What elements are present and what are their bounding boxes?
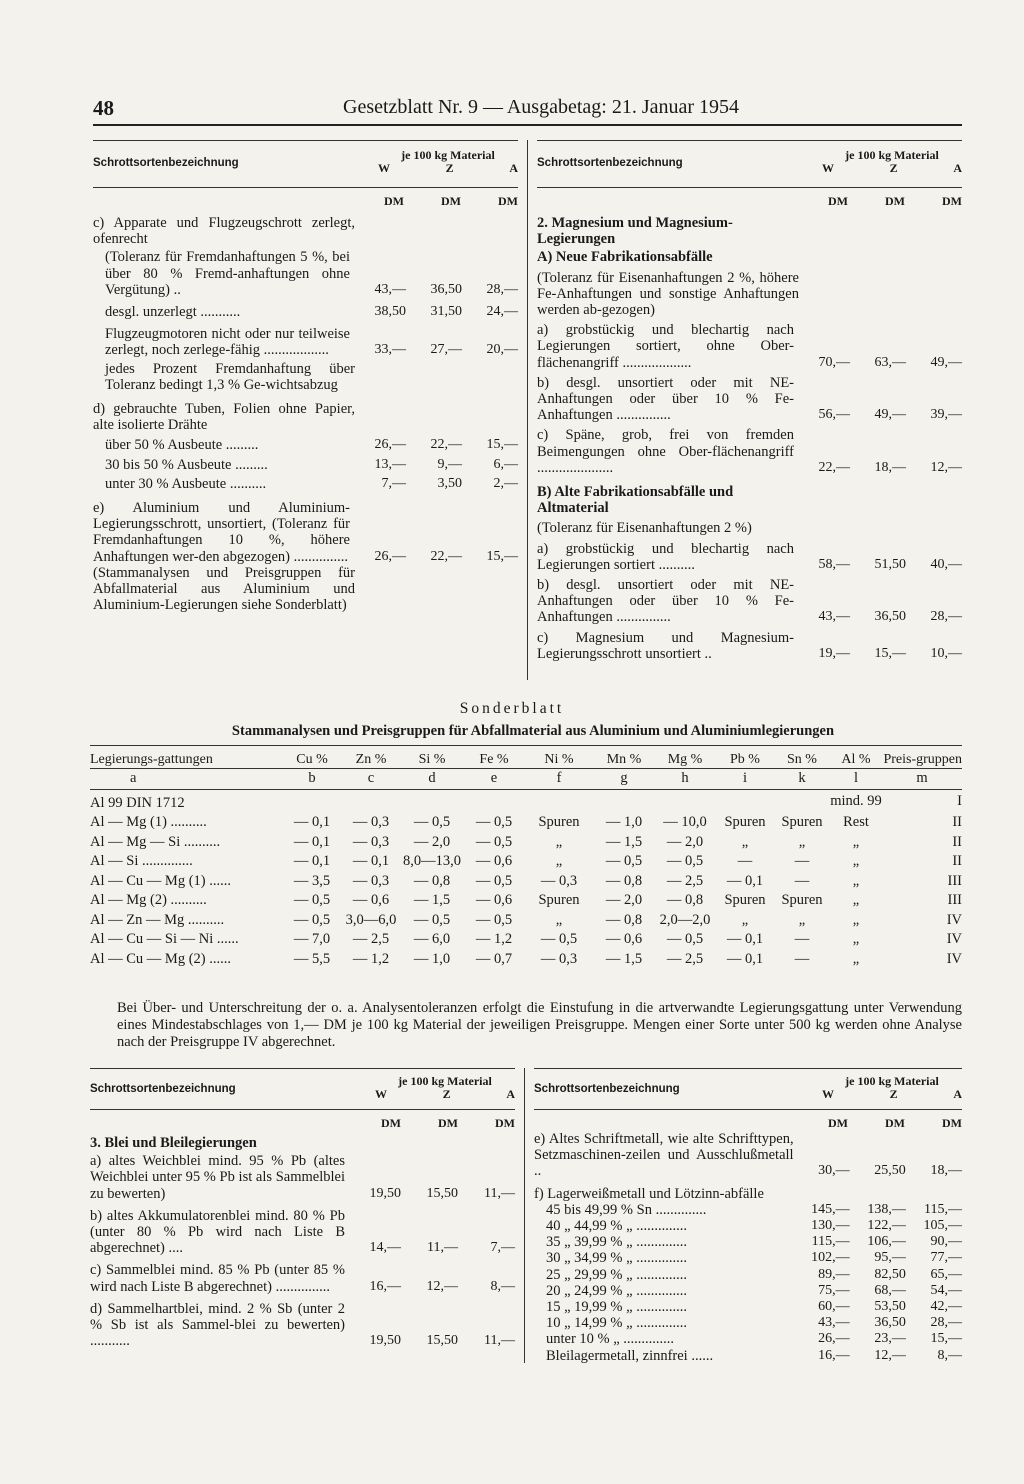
table-cell: — 0,5: [605, 853, 643, 869]
price-value: 42,—: [930, 1299, 962, 1315]
price-value: 115,—: [811, 1234, 850, 1250]
table-cell: Spuren: [781, 814, 823, 830]
prices-mg-b1: 58,— 51,50 40,—: [818, 556, 962, 572]
lager-grade-label: 25 „ 29,99 % „ ..............: [546, 1266, 687, 1283]
mg-b3: c) Magnesium und Magnesium-Legierungsschrott unsortiert ..: [537, 629, 794, 662]
prices-mg-b3: 19,— 15,— 10,—: [818, 645, 962, 661]
table-cell: Spuren: [538, 814, 580, 830]
mg-b1: a) grobstückig und blechartig nach Legierungen sortiert ..........: [537, 540, 794, 573]
table-row: [90, 911, 962, 931]
lager-grade-prices: [794, 1315, 962, 1331]
table-cell: „: [852, 872, 860, 889]
table-cell: — 0,5: [413, 814, 451, 830]
price-value: 115,—: [924, 1201, 962, 1217]
prices-motor: 33,— 27,— 20,—: [374, 342, 518, 358]
prices-mg-a2: 56,— 49,— 39,—: [818, 407, 962, 423]
prices-desgl: 38,50 31,50 24,—: [374, 304, 518, 320]
lager-grade-label: 15 „ 19,99 % „ ..............: [546, 1299, 687, 1316]
col-header: Preis-gruppen: [883, 752, 962, 767]
table-cell: — 0,8: [605, 872, 643, 889]
table-cell: — 1,5: [413, 892, 451, 908]
table-cell: „: [798, 911, 806, 928]
page-number: 48: [93, 96, 114, 120]
price-value: 68,—: [874, 1282, 906, 1298]
entry-e: e) Aluminium und Aluminium-Legierungsschrott, unsortiert, (Toleranz für Fremdanhaftungen 10 %, höhere Anhaftungen wer-den abgezogen) ...............: [93, 500, 350, 565]
table-cell: Rest: [843, 814, 869, 830]
table-row: [90, 789, 962, 813]
table-cell: III: [947, 872, 962, 889]
table-cell: Al — Mg — Si ..........: [90, 833, 221, 850]
table-cell: „: [852, 931, 860, 947]
price-value: 28,—: [930, 1315, 962, 1331]
table-body: [90, 789, 962, 969]
table-cell: „: [852, 833, 860, 850]
table-cell: — 0,1: [293, 814, 331, 830]
table-cell: [594, 789, 654, 813]
col-header: Si %: [418, 752, 446, 767]
table-cell: 3,0—6,0: [345, 911, 397, 928]
lager-grade-label: unter 10 % „ ..............: [546, 1331, 675, 1348]
list-item: [534, 1267, 962, 1283]
entry-d-title: d) gebrauchte Tuben, Folien ohne Papier, alte isolierte Drähte: [93, 401, 355, 434]
running-head: Gesetzblatt Nr. 9 — Ausgabetag: 21. Januar 1954: [343, 96, 740, 118]
table-cell: — 2,0: [605, 892, 643, 908]
column-material: je 100 kg Material: [845, 1074, 939, 1088]
prices-mg-a3: 22,— 18,— 12,—: [818, 459, 962, 475]
mg-b2: b) desgl. unsortiert oder mit NE-Anhaftungen oder über 10 % Fe-Anhaftungen ...............: [537, 577, 794, 626]
column-divider-top: [527, 140, 528, 680]
col-letter: e: [490, 770, 498, 786]
table-cell: — 0,1: [352, 853, 390, 869]
table-row: [90, 950, 962, 970]
table-letter-row: [90, 769, 962, 790]
list-item: [534, 1331, 962, 1347]
table-cell: — 0,1: [726, 931, 764, 947]
table-cell: — 0,5: [293, 911, 331, 928]
table-cell: — 1,5: [605, 950, 643, 967]
table-cell: [774, 789, 830, 813]
dm-row: DM DM DM: [384, 194, 518, 208]
table-cell: — 10,0: [663, 814, 707, 830]
table-cell: „: [555, 853, 563, 869]
col-letter: i: [742, 770, 748, 786]
list-item: [534, 1299, 962, 1315]
a-tolerance: (Toleranz für Eisenanhaftungen 2 %, höhere Fe-Anhaftungen und sonstige Anhaftungen werden ab-gezogen): [537, 269, 799, 319]
table-cell: „: [852, 892, 860, 908]
table-cell: Al — Cu — Mg (2) ......: [90, 950, 231, 967]
lager-grade-prices: [794, 1218, 962, 1234]
table-cell: — 1,0: [413, 950, 451, 967]
table-cell: „: [852, 950, 860, 967]
price-value: 102,—: [811, 1250, 850, 1266]
col-z: Z: [445, 161, 454, 175]
blei-a: a) altes Weichblei mind. 95 % Pb (altes Weichblei unter 95 % Pb ist als Sammelblei zu bewerten): [90, 1153, 345, 1202]
section-b-head: B) Alte Fabrikationsabfälle und Altmaterial: [537, 484, 734, 517]
table-cell: — 0,3: [540, 950, 578, 967]
schrift-e: e) Altes Schriftmetall, wie alte Schrifttypen, Setzmaschinen-zeilen und Ausschlußmetall ..: [534, 1131, 794, 1180]
dm-row: DM DM DM: [828, 1116, 962, 1130]
table-cell: „: [555, 833, 563, 850]
table-cell: — 6,0: [413, 931, 451, 947]
prices-blei-c: 16,— 12,— 8,—: [369, 1278, 515, 1294]
table-cell: [342, 789, 400, 813]
column-material: je 100 kg Material: [401, 148, 495, 162]
price-value: 16,—: [818, 1347, 850, 1363]
price-value: 54,—: [930, 1282, 962, 1298]
table-cell: —: [794, 853, 810, 869]
list-item: [534, 1348, 962, 1364]
table-row: [90, 872, 962, 892]
table-cell: —: [794, 931, 810, 947]
col-letter: a: [130, 770, 137, 786]
table-cell: — 3,5: [293, 872, 331, 889]
table-cell: — 0,5: [413, 911, 451, 928]
price-value: 65,—: [930, 1266, 962, 1282]
bottom-right-column: Schrottsortenbezeichnung je 100 kg Material W Z A DM DM DM e) Altes Schriftmetall, wie alte Schrifttypen, Setzmaschinen-zeilen und Ausschlußmetall .. 30,— 25,50 18,— f) Lagerweißmetall und Lötzinn-abfälle 45 bis 49,99 % Sn .............. 145,— 138,— 115,— 40 „ 44,99 % „ .............. 130,— 122,— 105,— 35 „ 39,99 % „ .............. 115,— 106,— 90,— 30 „ 34,99 % „ .............. 102,— 95,— 77,— 25 „ 29,99 % „ .............. 89,— 82,50 65,— 20 „ 24,99 % „ .............. 75,— 68,— 54,— 15 „ 19,99 % „ .............. 60,— 53,50 42,— 10 „ 14,99 % „ .............. 43,— 36,50 28,— unter 10 % „ .............. 26,— 23,— 15,— Bleilagermetall, zinnfrei ...... 16,— 12,— 8,—: [534, 1068, 962, 1364]
entry-c-tolerance: (Toleranz für Fremdanhaftungen 5 %, bei über 80 % Fremd-anhaftungen ohne Vergütung) ..: [105, 249, 350, 298]
table-cell: — 0,5: [475, 833, 513, 850]
entry-desgl: desgl. unzerlegt ...........: [105, 304, 241, 321]
table-cell: [400, 789, 464, 813]
entry-d2: 30 bis 50 % Ausbeute .........: [105, 456, 268, 473]
blei-d: d) Sammelhartblei, mind. 2 % Sb (unter 2 % Sb ist als Sammel-blei zu bewerten) ...........: [90, 1300, 345, 1350]
lager-grade-prices: [794, 1331, 962, 1347]
table-cell: — 0,1: [726, 872, 764, 889]
table-cell: — 0,5: [666, 853, 704, 869]
table-cell: [524, 789, 594, 813]
col-header: Cu %: [296, 752, 328, 767]
col-letter: k: [798, 770, 806, 786]
table-cell: — 0,8: [605, 911, 643, 928]
table-cell: Al — Cu — Mg (1) ......: [90, 872, 231, 889]
table-cell: „: [852, 853, 860, 869]
sonderblatt-title: Sonderblatt: [459, 700, 565, 717]
table-cell: „: [555, 911, 563, 928]
col-header: Fe %: [479, 752, 509, 767]
table-row: [90, 833, 962, 853]
table-cell: III: [947, 892, 962, 908]
col-a: A: [509, 161, 518, 175]
col-letter: g: [620, 770, 628, 786]
price-value: 8,—: [937, 1347, 962, 1363]
entry-c-title: c) Apparate und Flugzeugschrott zerlegt, ofenrecht: [93, 215, 355, 248]
table-cell: [464, 789, 524, 813]
sonderblatt-table: [90, 746, 962, 969]
lager-grade-prices: [794, 1234, 962, 1250]
price-value: 77,—: [930, 1250, 962, 1266]
price-value: 145,—: [811, 1201, 850, 1217]
table-cell: Al — Mg (2) ..........: [90, 892, 207, 908]
col-header: Zn %: [355, 752, 387, 767]
table-cell: — 0,1: [293, 833, 331, 850]
top-right-column: Schrottsortenbezeichnung je 100 kg Material W Z A DM DM DM 2. Magnesium und Magnesium-Legierungen A) Neue Fabrikationsabfälle (Toleranz für Eisenanhaftungen 2 %, höhere Fe-Anhaftungen und sonstige Anhaftungen werden ab-gezogen) a) grobstückig und blechartig nach Legierungen sortiert, ohne Ober-flächenangriff ................... 70,— 63,— 49,— b) desgl. unsortiert oder mit NE-Anhaftungen oder über 10 % Fe-Anhaftungen ............... 56,— 49,— 39,— c) Späne, grob, frei von fremden Beimengungen ohne Ober-flächenangriff ..................... 22,— 18,— 12,— B) Alte Fabrikationsabfälle und Altmaterial (Toleranz für Eisenanhaftungen 2 %) a) grobstückig und blechartig nach Legierungen sortiert .......... 58,— 51,50 40,— b) desgl. unsortiert oder mit NE-Anhaftungen oder über 10 % Fe-Anhaftungen ............... 43,— 36,50 28,— c) Magnesium und Magnesium-Legierungsschrott unsortiert .. 19,— 15,— 10,—: [537, 140, 962, 662]
table-cell: Spuren: [781, 892, 823, 908]
col-letter: b: [308, 770, 316, 786]
b-tolerance: (Toleranz für Eisenanhaftungen 2 %): [537, 520, 752, 537]
table-cell: mind. 99: [830, 792, 882, 809]
table-cell: „: [852, 911, 860, 928]
col-header: Al %: [841, 752, 871, 767]
header-rule: [93, 124, 962, 126]
entry-d3: unter 30 % Ausbeute ..........: [105, 475, 267, 492]
table-cell: — 0,7: [475, 950, 513, 967]
price-value: 36,50: [874, 1315, 906, 1331]
mg-a1: a) grobstückig und blechartig nach Legierungen sortiert, ohne Ober-flächenangriff ...................: [537, 322, 794, 371]
list-item: [534, 1218, 962, 1234]
entry-prozent: jedes Prozent Fremdanhaftung über Toleranz bedingt 1,3 % Ge-wichtsabzug: [105, 360, 355, 393]
col-letter: d: [428, 770, 436, 786]
table-cell: — 0,5: [475, 872, 513, 889]
price-value: 95,—: [874, 1250, 906, 1266]
table-cell: [282, 789, 342, 813]
table-cell: 8,0—13,0: [403, 853, 461, 869]
top-left-column: [93, 140, 518, 613]
lager-grade-label: 35 „ 39,99 % „ ..............: [546, 1234, 687, 1251]
table-cell: — 0,3: [352, 814, 390, 830]
table-cell: II: [952, 814, 962, 830]
price-value: 53,50: [874, 1299, 906, 1315]
dm-row: DM DM DM: [381, 1116, 515, 1130]
table-cell: II: [952, 853, 962, 869]
lager-f-title: f) Lagerweißmetall und Lötzinn-abfälle: [534, 1185, 764, 1202]
table-cell: — 0,8: [413, 872, 451, 889]
col-header: Ni %: [544, 752, 574, 767]
table-header-row: [90, 746, 962, 769]
prices-d2: 13,— 9,— 6,—: [374, 456, 518, 472]
table-cell: — 2,0: [666, 833, 704, 850]
blei-c: c) Sammelblei mind. 85 % Pb (unter 85 % wird nach Liste B abgerechnet) ...............: [90, 1262, 345, 1295]
prices-d3: 7,— 3,50 2,—: [381, 475, 518, 491]
table-cell: Al — Mg (1) ..........: [90, 814, 207, 830]
table-cell: —: [794, 950, 810, 967]
col-header: Legierungs-gattungen: [90, 752, 213, 767]
lager-grade-label: 45 bis 49,99 % Sn ..............: [546, 1201, 707, 1218]
table-row: [90, 813, 962, 833]
table-cell: — 1,0: [605, 814, 643, 830]
table-cell: „: [741, 911, 749, 928]
table-row: [90, 852, 962, 872]
table-cell: — 0,6: [475, 853, 513, 869]
price-value: 130,—: [811, 1218, 850, 1234]
table-cell: „: [741, 833, 749, 850]
table-cell: IV: [946, 931, 962, 947]
table-cell: II: [952, 833, 962, 850]
table-cell: — 0,3: [540, 872, 578, 889]
price-value: 90,—: [930, 1234, 962, 1250]
table-cell: 2,0—2,0: [659, 911, 711, 928]
table-cell: — 1,5: [605, 833, 643, 850]
lager-grade-label: 20 „ 24,99 % „ ..............: [546, 1282, 687, 1299]
lager-f-rows: [534, 1202, 962, 1364]
col-letter: h: [681, 770, 689, 786]
prices-d1: 26,— 22,— 15,—: [374, 437, 518, 453]
price-value: 122,—: [867, 1218, 906, 1234]
table-row: [90, 891, 962, 911]
entry-motor: Flugzeugmotoren nicht oder nur teilweise zerlegt, noch zerlege-fähig ..................: [105, 326, 350, 359]
lager-grade-prices: [794, 1348, 962, 1364]
sonderblatt-note: Bei Über- und Unterschreitung der o. a. Analysentoleranzen erfolgt die Einstufung in die artverwandte Legierungsgattung unter Verwendung eines Mindestabschlages von 1,— DM je 100 kg Material der jeweiligen Preisgruppe. Mengen einer Sorte unter 500 kg werden ohne Analyse nach der Preisgruppe IV abgerechnet.: [117, 1000, 962, 1050]
table-cell: — 0,1: [726, 950, 764, 967]
prices-mg-b2: 43,— 36,50 28,—: [818, 609, 962, 625]
price-value: 23,—: [874, 1331, 906, 1347]
prices-blei-a: 19,50 15,50 11,—: [369, 1185, 515, 1201]
table-cell: — 0,5: [475, 814, 513, 830]
lager-grade-label: Bleilagermetall, zinnfrei ......: [546, 1347, 714, 1364]
table-cell: Spuren: [724, 892, 766, 908]
prices-mg-a1: 70,— 63,— 49,—: [818, 354, 962, 370]
table-cell: I: [957, 792, 962, 809]
column-material: je 100 kg Material: [845, 148, 939, 162]
list-item: [534, 1250, 962, 1266]
table-row: [90, 930, 962, 950]
table-cell: — 7,0: [293, 931, 331, 947]
table-cell: — 0,1: [293, 853, 331, 869]
column-material: je 100 kg Material: [398, 1074, 492, 1088]
price-value: 138,—: [867, 1201, 906, 1217]
lager-grade-label: 40 „ 44,99 % „ ..............: [546, 1218, 687, 1235]
price-value: 75,—: [818, 1282, 850, 1298]
blei-b: b) altes Akkumulatorenblei mind. 80 % Pb (unter 80 % Pb wird nach Liste B abgerechnet) ....: [90, 1207, 345, 1257]
table-cell: — 0,5: [540, 931, 578, 947]
table-cell: — 0,3: [352, 833, 390, 850]
price-value: 12,—: [874, 1347, 906, 1363]
prices-blei-d: 19,50 15,50 11,—: [369, 1333, 515, 1349]
table-cell: [716, 789, 774, 813]
table-cell: — 1,2: [475, 931, 513, 947]
column-label: Schrottsortenbezeichnung: [534, 1083, 680, 1095]
table-cell: [654, 789, 716, 813]
price-value: 26,—: [818, 1331, 850, 1347]
table-cell: IV: [946, 950, 962, 967]
lager-grade-prices: [794, 1202, 962, 1218]
prices-blei-b: 14,— 11,— 7,—: [369, 1240, 515, 1256]
lager-grade-prices: [794, 1299, 962, 1315]
column-label: Schrottsortenbezeichnung: [537, 157, 683, 169]
col-header: Mn %: [606, 752, 642, 767]
prices-schrift-e: 30,— 25,50 18,—: [818, 1163, 962, 1179]
table-cell: — 0,8: [666, 892, 704, 908]
price-value: 43,—: [818, 1315, 850, 1331]
list-item: [534, 1202, 962, 1218]
table-cell: —: [794, 872, 810, 889]
table-cell: — 0,6: [352, 892, 390, 908]
table-cell: — 2,0: [413, 833, 451, 850]
lager-grade-prices: [794, 1250, 962, 1266]
col-letter: m: [916, 770, 928, 786]
mg-a3: c) Späne, grob, frei von fremden Beimengungen ohne Ober-flächenangriff .....................: [537, 427, 794, 476]
col-letter: c: [367, 770, 375, 786]
entry-d1: über 50 % Ausbeute .........: [105, 437, 259, 454]
price-value: 106,—: [867, 1234, 906, 1250]
list-item: [534, 1234, 962, 1250]
table-cell: Al — Cu — Si — Ni ......: [90, 931, 239, 947]
table-cell: Al — Zn — Mg ..........: [90, 911, 225, 928]
table-cell: — 0,6: [605, 931, 643, 947]
table-cell: — 0,5: [475, 911, 513, 928]
table-cell: — 2,5: [666, 872, 704, 889]
price-value: 82,50: [874, 1266, 906, 1282]
price-value: 89,—: [818, 1266, 850, 1282]
lager-grade-label: 10 „ 14,99 % „ ..............: [546, 1315, 687, 1332]
lager-grade-prices: [794, 1267, 962, 1283]
col-header: Sn %: [787, 752, 817, 767]
table-cell: — 1,2: [352, 950, 390, 967]
col-header: Pb %: [730, 752, 760, 767]
prices-e: 26,— 22,— 15,—: [374, 548, 518, 564]
sonderblatt-table-wrap: [90, 745, 962, 969]
col-header: Mg %: [667, 752, 703, 767]
price-value: 105,—: [923, 1218, 962, 1234]
column-label: Schrottsortenbezeichnung: [93, 157, 239, 169]
table-cell: — 0,6: [475, 892, 513, 908]
table-cell: —: [737, 853, 753, 869]
table-cell: Spuren: [724, 814, 766, 830]
list-item: [534, 1283, 962, 1299]
column-label: Schrottsortenbezeichnung: [90, 1083, 236, 1095]
section-blei-title: 3. Blei und Bleilegierungen: [90, 1135, 257, 1151]
col-w: W: [378, 161, 390, 175]
mg-a2: b) desgl. unsortiert oder mit NE-Anhaftungen oder über 10 % Fe-Anhaftungen ...............: [537, 374, 794, 424]
dm-row: DM DM DM: [828, 194, 962, 208]
table-cell: — 0,5: [666, 931, 704, 947]
table-cell: — 0,5: [293, 892, 331, 908]
section-magnesium-title: 2. Magnesium und Magnesium-Legierungen: [537, 215, 733, 248]
bottom-left-column: Schrottsortenbezeichnung je 100 kg Material W Z A DM DM DM 3. Blei und Bleilegierungen a) altes Weichblei mind. 95 % Pb (altes Weichblei unter 95 % Pb ist als Sammelblei zu bewerten) 19,50 15,50 11,— b) altes Akkumulatorenblei mind. 80 % Pb (unter 80 % Pb wird nach Liste B abgerechnet) .... 14,— 11,— 7,— c) Sammelblei mind. 85 % Pb (unter 85 % wird nach Liste B abgerechnet) ............... 16,— 12,— 8,— d) Sammelhartblei, mind. 2 % Sb (unter 2 % Sb ist als Sammel-blei zu bewerten) ........... 19,50 15,50 11,—: [90, 1068, 515, 1349]
table-cell: — 2,5: [352, 931, 390, 947]
lager-grade-label: 30 „ 34,99 % „ ..............: [546, 1250, 687, 1267]
lager-grade-prices: [794, 1283, 962, 1299]
col-letter: f: [556, 770, 562, 786]
table-cell: Spuren: [538, 892, 580, 908]
list-item: [534, 1315, 962, 1331]
table-cell: „: [798, 833, 806, 850]
table-cell: Al 99 DIN 1712: [90, 794, 185, 811]
table-cell: — 0,3: [352, 872, 390, 889]
entry-e-note: (Stammanalysen und Preisgruppen für Abfallmaterial aus Aluminium und Aluminium-Legierungen siehe Sonderblatt): [93, 564, 355, 614]
column-divider-bottom: [524, 1068, 525, 1363]
section-a-head: A) Neue Fabrikationsabfälle: [537, 249, 713, 266]
table-cell: Al — Si ..............: [90, 853, 193, 869]
table-cell: — 5,5: [293, 950, 331, 967]
sonderblatt-subtitle: Stammanalysen und Preisgruppen für Abfallmaterial aus Aluminium und Aluminiumlegierungen: [231, 723, 835, 739]
price-value: 60,—: [818, 1299, 850, 1315]
table-cell: IV: [946, 911, 962, 928]
price-value: 15,—: [930, 1331, 962, 1347]
table-cell: — 2,5: [666, 950, 704, 967]
prices-c-tolerance: 43,— 36,50 28,—: [374, 281, 518, 297]
col-letter: l: [853, 770, 859, 786]
